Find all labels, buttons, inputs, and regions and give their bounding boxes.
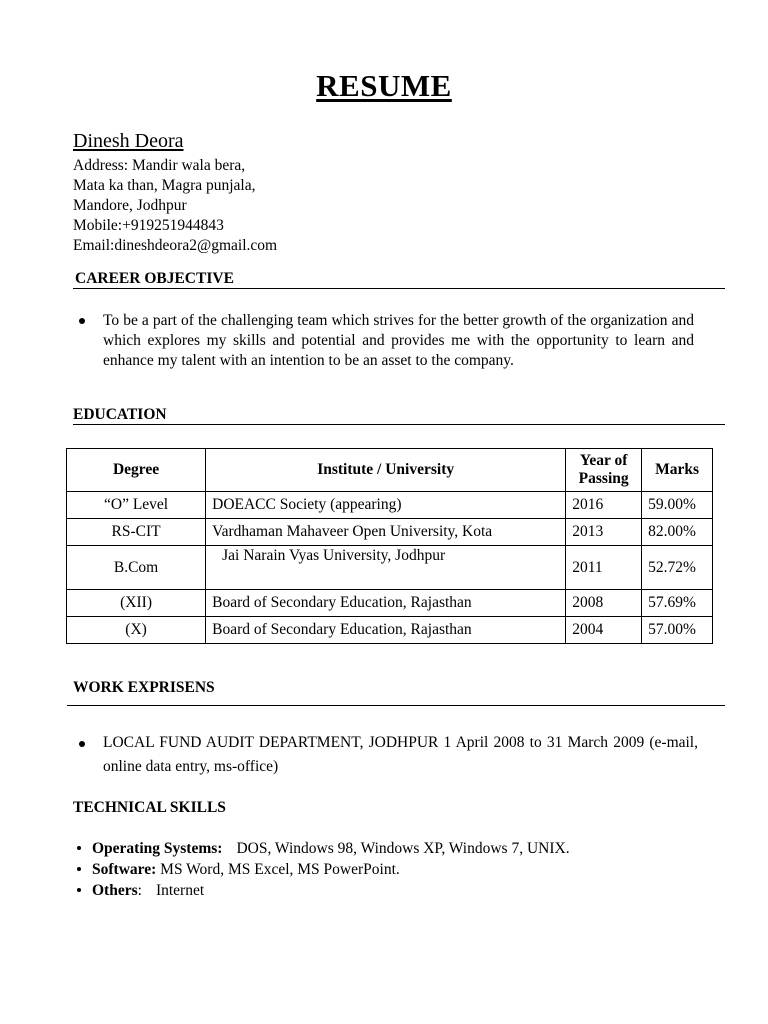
work-experience-item (73, 731, 698, 779)
bullet-icon (77, 867, 81, 871)
header-degree: Degree (67, 449, 206, 492)
skill-value: MS Word, MS Excel, MS PowerPoint. (160, 861, 400, 878)
header-year-of-passing: Year of Passing (566, 449, 642, 492)
career-objective-item (73, 311, 694, 371)
table-row (67, 492, 713, 519)
education-heading-text: EDUCATION (73, 406, 167, 423)
header-institute: Institute / University (206, 449, 566, 492)
institute-cell: Board of Secondary Education, Rajasthan (206, 590, 566, 617)
skill-colon: : (137, 882, 142, 899)
career-objective-heading-text: CAREER OBJECTIVE (75, 270, 234, 287)
degree-cell: (XII) (67, 590, 206, 617)
work-experience-text: LOCAL FUND AUDIT DEPARTMENT, JODHPUR 1 April 2008 to 31 March 2009 (e-mail, online data entry, ms-office) (103, 734, 698, 775)
technical-skills-list (73, 838, 713, 901)
institute-cell: DOEACC Society (appearing) (206, 492, 566, 519)
skill-value: Internet (155, 882, 205, 899)
candidate-name: Dinesh Deora (73, 130, 184, 152)
education-heading (73, 406, 725, 425)
career-objective-list (73, 311, 694, 371)
institute-cell: Vardhaman Mahaveer Open University, Kota (206, 519, 566, 546)
marks-cell: 57.00% (642, 617, 713, 644)
institute-cell: Board of Secondary Education, Rajasthan (206, 617, 566, 644)
technical-skills-heading-text: TECHNICAL SKILLS (73, 799, 226, 816)
degree-cell: (X) (67, 617, 206, 644)
skill-label: Operating Systems: (92, 840, 223, 857)
year-cell: 2004 (566, 617, 642, 644)
career-objective-heading (73, 270, 725, 289)
table-row (67, 617, 713, 644)
degree-cell: “O” Level (67, 492, 206, 519)
table-row (67, 590, 713, 617)
skill-label: Others (92, 882, 138, 899)
year-cell: 2016 (566, 492, 642, 519)
technical-skills-heading (73, 799, 725, 817)
work-experience-list (73, 731, 698, 779)
email-address: Email:dineshdeora2@gmail.com (73, 237, 278, 254)
bullet-icon (77, 888, 81, 892)
table-row (67, 546, 713, 590)
address-line-3: Mandore, Jodhpur (73, 197, 187, 214)
table-row (67, 519, 713, 546)
skill-item-operating-systems (73, 838, 713, 859)
bullet-icon (77, 846, 81, 850)
education-table (66, 448, 713, 644)
work-experience-heading-text: WORK EXPRISENS (73, 679, 215, 696)
degree-cell: RS-CIT (67, 519, 206, 546)
skill-value: DOS, Windows 98, Windows XP, Windows 7, UNIX. (236, 840, 570, 857)
work-divider (67, 705, 725, 706)
mobile-number: Mobile:+919251944843 (73, 217, 224, 234)
marks-cell: 52.72% (642, 546, 713, 590)
marks-cell: 82.00% (642, 519, 713, 546)
year-cell: 2011 (566, 546, 642, 590)
address-line-1: Address: Mandir wala bera, (73, 157, 246, 174)
work-experience-heading (73, 679, 725, 697)
education-table-header-row (67, 449, 713, 492)
bullet-icon (79, 318, 85, 324)
page-title: RESUME (316, 68, 452, 103)
year-cell: 2013 (566, 519, 642, 546)
skill-label: Software: (92, 861, 157, 878)
contact-block (73, 156, 277, 256)
career-objective-text: To be a part of the challenging team which strives for the better growth of the organization and which explores my skills and potential and provides me with the opportunity to learn and enhance my talent with an intention to be an asset to the company. (103, 312, 694, 369)
institute-cell: Jai Narain Vyas University, Jodhpur (206, 546, 566, 590)
year-cell: 2008 (566, 590, 642, 617)
bullet-icon (79, 741, 85, 747)
header-marks: Marks (642, 449, 713, 492)
marks-cell: 59.00% (642, 492, 713, 519)
marks-cell: 57.69% (642, 590, 713, 617)
degree-cell: B.Com (67, 546, 206, 590)
address-line-2: Mata ka than, Magra punjala, (73, 177, 256, 194)
skill-item-software (73, 859, 713, 880)
skill-item-others (73, 880, 713, 901)
